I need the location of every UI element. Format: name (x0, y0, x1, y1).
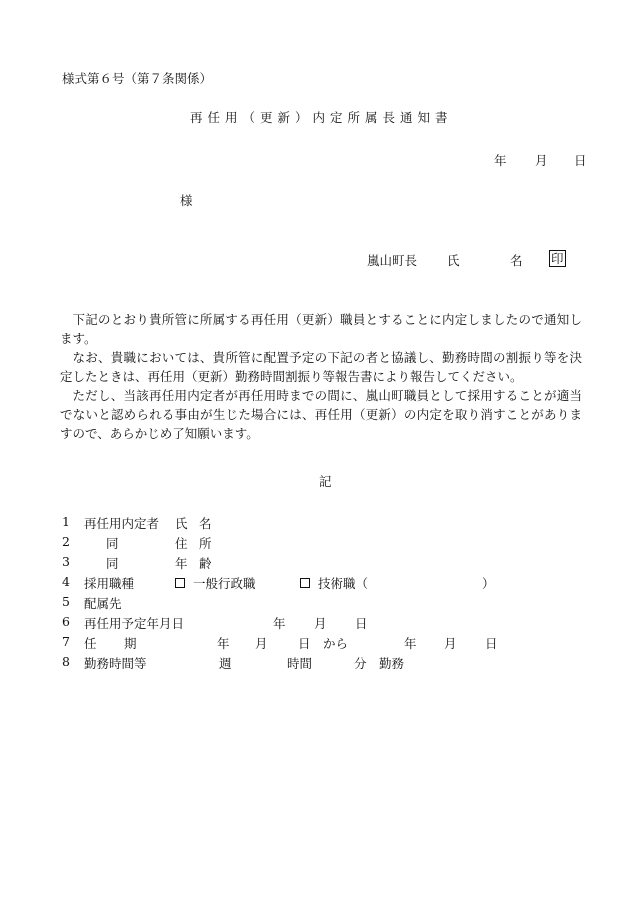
hours-week: 週 (219, 656, 232, 671)
item-year: 年 (273, 616, 286, 631)
item-label: 採用職種 (84, 576, 135, 591)
term-kara: から (323, 636, 349, 651)
item-sub1: 住 (175, 536, 188, 551)
item-sub2: 所 (199, 536, 212, 551)
term-end-year: 年 (404, 636, 417, 651)
option-label: 一般行政職 (193, 576, 256, 591)
checkbox-icon[interactable] (300, 578, 310, 588)
sender-mei: 名 (510, 253, 523, 268)
hours-minutes: 分 (354, 656, 367, 671)
date-month: 月 (535, 153, 548, 168)
hours-hours: 時間 (287, 656, 313, 671)
item-label: 再任用内定者 (84, 516, 160, 531)
item-label-2: 期 (124, 636, 137, 651)
item-label: 同 (106, 536, 119, 551)
date-year: 年 (494, 153, 507, 168)
checkbox-technical[interactable] (300, 574, 368, 592)
item-label: 同 (106, 556, 119, 571)
item-number: 4 (62, 574, 70, 589)
sender-shi: 氏 (447, 253, 460, 268)
checkbox-general-admin[interactable] (175, 574, 256, 592)
item-label: 再任用予定年月日 (84, 616, 185, 631)
form-label: 様式第６号（第７条関係） (62, 71, 213, 86)
date-day: 日 (574, 153, 587, 168)
item-sub1: 年 (175, 556, 188, 571)
item-label: 配属先 (84, 596, 122, 611)
item-number: 7 (62, 634, 70, 649)
term-start-day: 日 (298, 636, 311, 651)
item-sub2: 齢 (199, 556, 212, 571)
hours-kinmu: 勤務 (379, 656, 405, 671)
item-month: 月 (314, 616, 327, 631)
addressee-suffix: 様 (180, 193, 193, 208)
item-number: 6 (62, 614, 70, 629)
term-end-month: 月 (444, 636, 457, 651)
paragraph-consultation: なお、貴職においては、貴所管に配置予定の下記の者と協議し、勤務時間の割振り等を決定したときは、再任用（更新）勤務時間割振り等報告書により報告してください。 (60, 350, 582, 384)
technical-close-paren: ） (482, 576, 495, 591)
sender-title: 嵐山町長 (367, 253, 418, 268)
item-number: 3 (62, 554, 70, 569)
option-label: 技術職（ (318, 576, 369, 591)
item-number: 1 (62, 514, 70, 529)
document-title: 再任用（更新）内定所属長通知書 (190, 110, 453, 125)
item-sub2: 名 (199, 516, 212, 531)
checkbox-icon[interactable] (175, 578, 185, 588)
seal-mark: 印 (551, 251, 564, 266)
item-number: 8 (62, 654, 70, 669)
item-label: 勤務時間等 (84, 656, 147, 671)
ki-heading: 記 (319, 474, 332, 489)
item-day: 日 (355, 616, 368, 631)
term-start-month: 月 (255, 636, 268, 651)
item-sub1: 氏 (175, 516, 188, 531)
item-number: 2 (62, 534, 70, 549)
term-start-year: 年 (217, 636, 230, 651)
term-end-day: 日 (485, 636, 498, 651)
paragraph-proviso: ただし、当該再任用内定者が再任用時までの間に、嵐山町職員として採用することが適当でないと認められる事由が生じた場合には、再任用（更新）の内定を取り消すことがありますので、あらかじめ了知願います。 (60, 388, 582, 441)
item-number: 5 (62, 594, 70, 609)
paragraph-notice: 下記のとおり貴所管に所属する再任用（更新）職員とすることに内定しましたので通知します。 (60, 312, 582, 346)
item-label: 任 (84, 636, 97, 651)
